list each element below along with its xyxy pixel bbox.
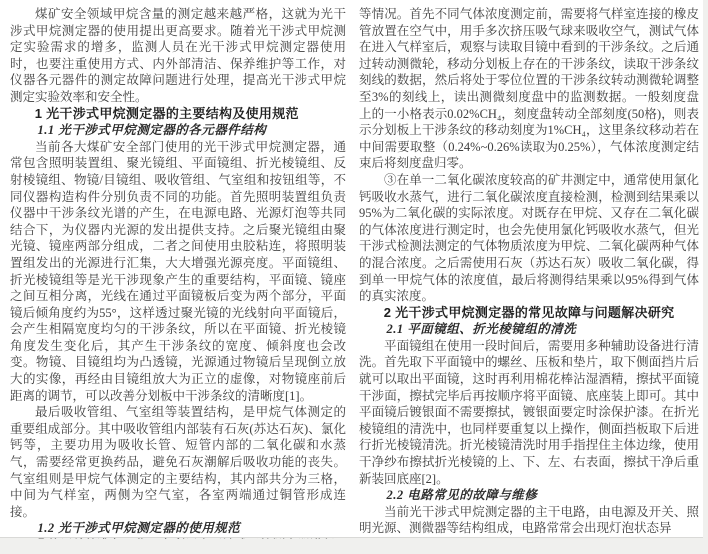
section-2-1-paragraph: 平面镜组在使用一段时间后，需要用多种辅助设备进行清洗。首先取下平面镜中的螺丝、压板和垫片，取下侧面挡片后就可以取出平面镜，这时再利用棉花棒沾湿酒精，擦拭平面镜干涉面，擦拭完毕后再按顺序将平面镜、底座装上即可。其中平面镜后镀银面不需要擦拭，镀银面要定时涂保护漆。在折光棱镜组的清洗中，也同样要重复以上操作，侧面挡板取下后进行折光棱镜清洗。折光棱镜清洗时用手指捏住主体边缘，使用干净纱布擦拭折光棱镜的上、下、左、右表面，擦拭干净后重新装回底座[2]。 [359, 338, 699, 486]
right-column [359, 6, 699, 554]
section-2-1-heading: 2.1 平面镜组、折光棱镜组的清洗 [386, 322, 577, 337]
section-1-1-paragraph-1: 当前各大煤矿安全部门使用的光干涉式甲烷测定器，通常包含照明装置组、聚光镜组、平面镜组、折光棱镜组、反射棱镜组、物镜/目镜组、吸收管组、气室组和按钮组等，不同仪器构造构件分别负责不同的功能。首先照明装置组负责仪器中干涉条纹光谱的产生，在电源电路、光源灯泡等共同结合下，为仪器内光源的发出提供支持。之后聚光镜组由聚光镜、镜座两部分组成，二者之间使用虫胶粘连，将照明装置组发出的光源进行汇集，大大增强光源亮度。平面镜组、折光棱镜组等是光干涉现象产生的重要结构，平面镜、镜座之间互相分离，光线在通过平面镜板后变为两个部分，平面镜后倾角度约为55°，这样透过聚光镜的光线射向平面镜后，会产生相隔宽度均匀的干涉条纹，所以在平面镜、折光棱镜角度发生变化后，其产生干涉条纹的宽度、倾斜度也会改变。物镜、目镜组均为凸透镜，光源通过物镜后呈现倒立放大的实像，再经由目镜组放大为正立的虚像，对物镜座前后距离的调节，可以改善分划板中干涉条纹的清晰度[1]。 [10, 139, 346, 403]
section-1-2-heading: 1.2 光干涉式甲烷测定器的使用规范 [37, 521, 241, 536]
section-1-heading: 1 光干涉式甲烷测定器的主要结构及使用规范 [34, 105, 299, 121]
section-2-2-heading: 2.2 电路常见的故障与维修 [386, 488, 538, 503]
page-right-margin [703, 0, 708, 552]
item-3-paragraph: ③在单一二氧化碳浓度较高的矿井测定中，通常使用氯化钙吸收水蒸气，进行二氧化碳浓度直接检测，检测到结果乘以95%为二氧化碳的实际浓度。对既存在甲烷、又存在二氧化碳的气体浓度进行测定时，也会先使用氯化钙吸收水蒸气，但光干涉式检测法测定的气体物质浓度为甲烷、二氧化碳两种气体的混合浓度。之后需使用石灰（苏达石灰）吸收二氧化碳，得到单一甲烷气体的浓度值，最后将测得结果乘以95%得到气体的真实浓度。 [359, 172, 699, 304]
section-2-heading: 2 光干涉式甲烷测定器的常见故障与问题解决研究 [383, 304, 675, 320]
continuation-paragraph: 等情况。首先不同气体浓度测定前，需要将气样室连接的橡皮管放置在空气中，用手多次挤压吸气球来吸收空气，测试气体在进入气样室后，观察与读取目镜中看到的干涉条纹。之后通过转动测微轮，移动分划板上存在的干涉条纹，读取干涉条纹刻线的数据，然后将处于零位位置的干涉条纹转动测微轮调整至3%的刻线上，读出测微刻度盘中的监测数据。一般刻度盘上的一小格表示0.02%CH₄，刻度盘转动全部刻度(50格)，则表示分划板上干涉条纹的移动刻度为1%CH₄，这里条纹移动若在中间需要取整（0.24%~0.26%读取为0.25%），气体浓度测定结束后将刻度盘归零。 [359, 7, 699, 171]
section-1-1-heading: 1.1 光干涉式甲烷测定器的各元器件结构 [37, 123, 267, 138]
two-column-layout [10, 6, 703, 554]
left-column [10, 6, 346, 554]
page-bottom-margin [0, 539, 708, 552]
section-1-1-paragraph-2: 最后吸收管组、气室组等装置结构，是甲烷气体测定的重要组成部分。其中吸收管组内部装有石灰(苏达石灰)、氯化钙等，主要功用为吸收长管、短管内部的二氧化碳和水蒸气，需要经常更换药品，避免石灰潮解后吸收功能的丧失。气室组则是甲烷气体测定的主要结构，其内部共分为三格，中间为气样室，两侧为空气室，各室两端通过铜管形成连接。 [10, 405, 346, 519]
section-2-2-paragraph: 当前光干涉式甲烷测定器的主干电路，由电源及开关、照明光源、测微器等结构组成，电路常常会出现灯泡状态异 [359, 504, 699, 536]
intro-paragraph: 煤矿安全领域甲烷含量的测定越来越严格，这就为光干涉式甲烷测定器的使用提出更高要求。随着光干涉式甲烷测定实验需求的增多，监测人员在光干涉式甲烷测定器使用时，也要注重使用方式、内外部清洁、保养维护等工作，对仪器各元器件的测定故障问题进行处理，提高光干涉式甲烷测定实验效率和安全性。 [10, 7, 346, 104]
